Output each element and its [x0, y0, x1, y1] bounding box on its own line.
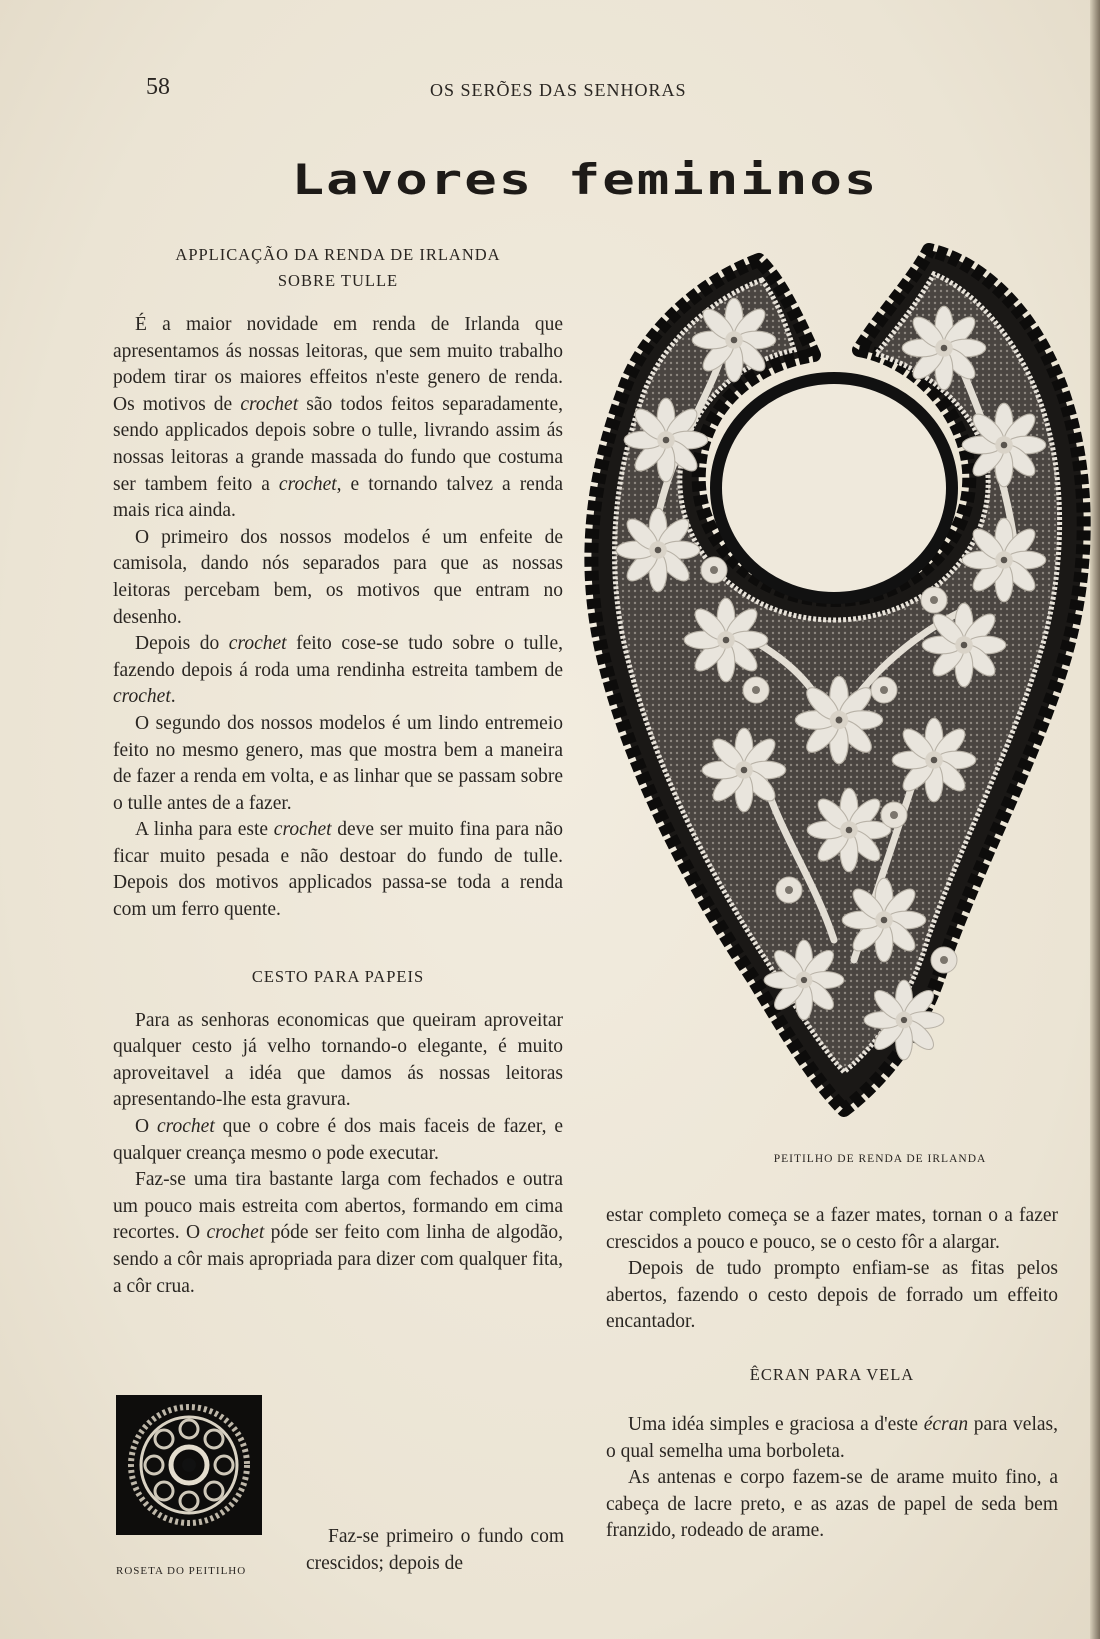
rosette-figure	[116, 1385, 266, 1577]
rosette-caption: ROSETA DO PEITILHO	[116, 1565, 247, 1577]
wrapped-text-area	[113, 1167, 563, 1300]
rosette-lace-icon	[116, 1395, 262, 1535]
article-title: Lavores femininos	[291, 154, 879, 205]
section-paper-basket	[113, 964, 563, 1301]
paragraph: A linha para este crochet deve ser muito fina para não ficar muito pesada e não destoar do fundo de tulle. Depois dos motivos applicados passa-se toda a renda com um ferro quente.	[113, 819, 564, 921]
left-column	[113, 242, 563, 1300]
running-title: OS SERÕES DAS SENHORAS	[430, 80, 687, 100]
paragraph: As antenas e corpo fazem-se de arame muito fino, a cabeça de lacre preto, e as azas de papel de seda bem franzido, rodeado de arame.	[606, 1467, 1058, 1542]
collar-caption: PEITILHO DE RENDA DE IRLANDA	[773, 1153, 987, 1165]
section-heading-irish-lace: APPLICAÇÃO DA RENDA DE IRLANDA SOBRE TULLE	[175, 245, 501, 290]
rosette-side-text	[306, 1524, 564, 1577]
irish-lace-collar-illustration	[584, 240, 1100, 1140]
paragraph: Para as senhoras economicas que queiram aproveitar qualquer cesto já velho tornando-o elegante, é muito aproveitavel a idéa que damos ás nossas leitoras apresentando-lhe esta gravura.	[113, 1009, 563, 1111]
paragraph: Faz-se primeiro o fundo com crescidos; depois de	[306, 1526, 564, 1574]
collar-figure	[584, 240, 1100, 1140]
paragraph: Faz-se uma tira bastante larga com fechados e outra um pouco mais estreita com abertos, formando em cima recortes. O crochet póde ser feito com linha de algodão, sendo a côr mais apropriada para dizer com qualquer fita, a côr crua.	[113, 1169, 564, 1297]
section-heading-candle-screen: ÊCRAN PARA VELA	[749, 1364, 915, 1384]
paragraph: O crochet que o cobre é dos mais faceis de fazer, e qualquer creança mesmo o pode executar.	[113, 1116, 563, 1164]
paragraph: Uma idéa simples e graciosa a d'este écran para velas, o qual semelha uma borboleta.	[606, 1413, 1058, 1462]
paragraph: É a maior novidade em renda de Irlanda que apresentamos ás nossas leitoras, que sem muito trabalho podem tirar os maiores effeitos n'este genero de renda. Os motivos de crochet são todos feitos separadamente, sendo applicados depois sobre o tulle, livrando assim ás nossas leitoras a grande massada do fundo que costuma ser tambem feito a crochet, e tornando talvez a renda mais rica ainda.	[113, 314, 564, 522]
paragraph: O primeiro dos nossos modelos é um enfeite de camisola, dando nós separados para que as nossas leitoras percebam bem, os motivos que entram no desenho.	[113, 526, 563, 628]
section-heading-paper-basket: CESTO PARA PAPEIS	[251, 966, 425, 986]
rosette-image	[116, 1395, 262, 1535]
paragraph: O segundo dos nossos modelos é um lindo entremeio feito no mesmo genero, mas que mostra bem a maneira de fazer a renda em volta, e as linhar que se passam sobre o tulle antes de a fazer.	[113, 712, 563, 814]
paragraph: Depois de tudo prompto enfiam-se as fitas pelos abertos, fazendo o cesto depois de forrado um effeito encantador.	[606, 1258, 1058, 1333]
paragraph: estar completo começa se a fazer mates, tornan o a fazer crescidos a pouco e pouco, se o cesto fôr a alargar.	[606, 1205, 1058, 1253]
paragraph: Depois do crochet feito cose-se tudo sobre o tulle, fazendo depois á roda uma rendinha estreita tambem de crochet.	[113, 633, 563, 708]
right-column	[606, 1203, 1058, 1545]
page-number: 58	[146, 74, 170, 100]
